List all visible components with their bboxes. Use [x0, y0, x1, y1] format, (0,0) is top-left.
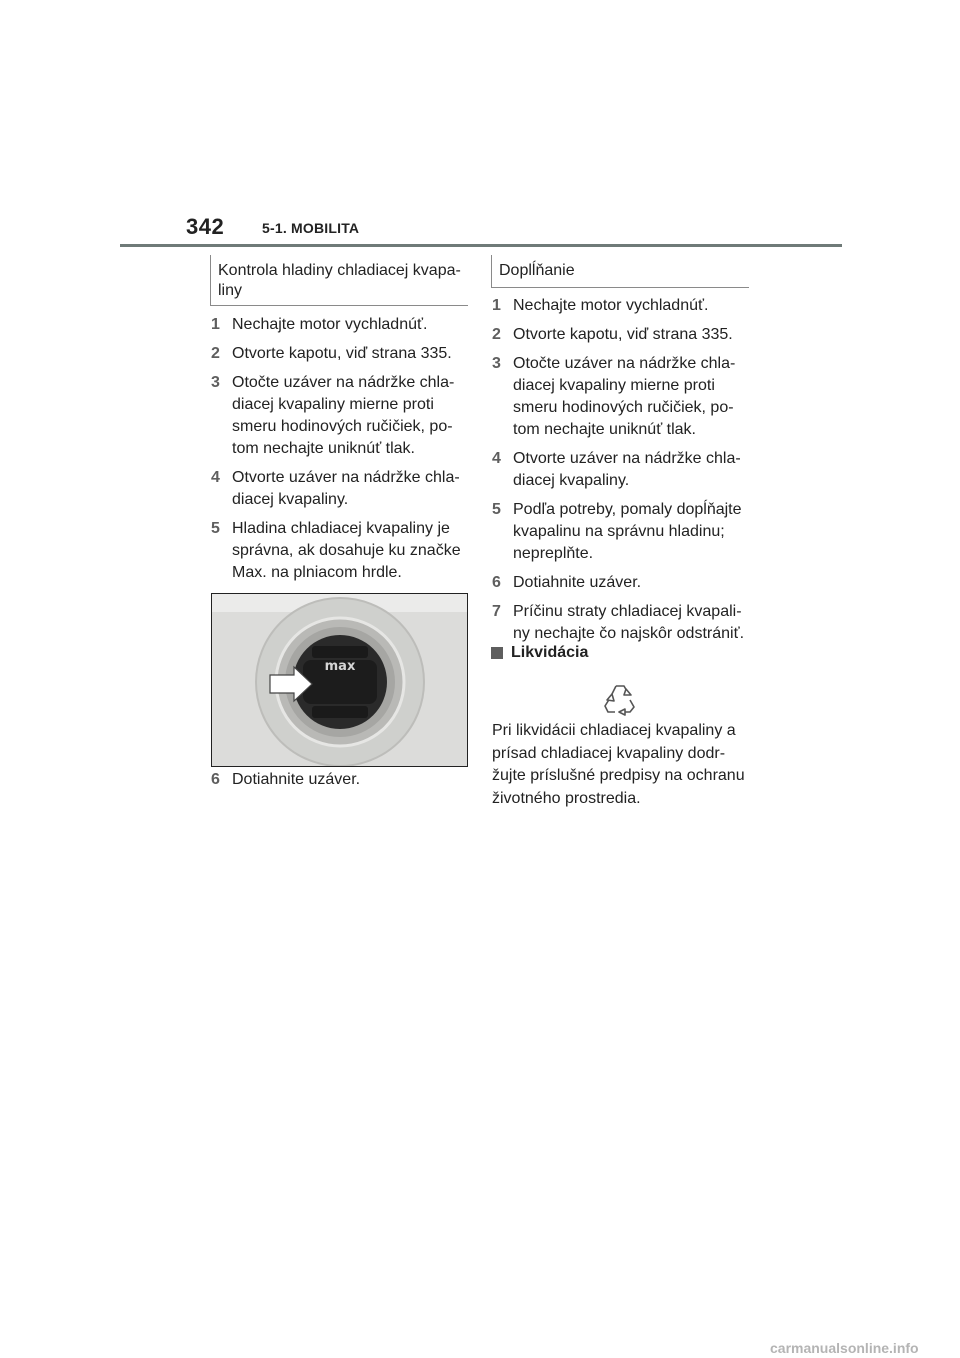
step-item — [211, 343, 468, 365]
step-item — [492, 324, 757, 346]
step-text: Hladina chladiacej kvapaliny je správna, ak dosahuje ku značke Max. na plniacom hrdle. — [232, 520, 461, 581]
step-text: Nechajte motor vychladnúť. — [513, 297, 709, 314]
step-number: 4 — [211, 469, 220, 486]
step-item — [492, 572, 757, 594]
coolant-cap-figure — [211, 593, 468, 767]
bullet-square-icon — [491, 647, 503, 659]
step-text: Otvorte uzáver na nádržke chla-diacej kvapaliny. — [513, 450, 741, 489]
section-title: 5-1. MOBILITA — [262, 220, 360, 236]
step-number: 3 — [492, 355, 501, 372]
left-heading — [210, 255, 468, 306]
step-text: Dotiahnite uzáver. — [513, 574, 642, 591]
subheading-text: Likvidácia — [511, 644, 589, 661]
step-item — [492, 448, 757, 492]
step-number: 4 — [492, 450, 501, 467]
step-item — [211, 518, 468, 584]
step-number: 5 — [211, 520, 220, 537]
step-text: Príčinu straty chladiacej kvapali-ny nechajte čo najskôr odstrániť. — [513, 603, 745, 642]
left-heading-text: Kontrola hladiny chladiacej kvapa-liny — [218, 262, 461, 299]
step-item — [492, 295, 757, 317]
step-number: 2 — [492, 326, 501, 343]
right-heading-text: Doplĺňanie — [499, 262, 575, 279]
disposal-paragraph: Pri likvidácii chladiacej kvapaliny a prísad chladiacej kvapaliny dodr-žujte príslušné predpisy na ochranu životného prostredia. — [492, 722, 745, 807]
step-number: 6 — [211, 771, 220, 788]
step-text: Otočte uzáver na nádržke chla-diacej kvapaliny mierne proti smeru hodinových ručičiek, po-tom nechajte uniknúť tlak. — [232, 374, 455, 457]
step-item — [492, 353, 757, 441]
step-item — [492, 499, 757, 565]
step-text: Otočte uzáver na nádržke chla-diacej kvapaliny mierne proti smeru hodinových ručičiek, po-tom nechajte uniknúť tlak. — [513, 355, 736, 438]
step-text: Podľa potreby, pomaly dopĺňajte kvapalinu na správnu hladinu; nepreplňte. — [513, 501, 742, 562]
watermark: carmanualsonline.info — [770, 1340, 919, 1356]
page-number: 342 — [186, 214, 225, 239]
step-text: Otvorte kapotu, viď strana 335. — [513, 326, 733, 343]
step-number: 1 — [492, 297, 501, 314]
step-item — [211, 314, 468, 336]
header-rule — [120, 244, 842, 247]
step-text: Otvorte kapotu, viď strana 335. — [232, 345, 452, 362]
max-mark: max — [324, 659, 356, 674]
step-item — [492, 601, 757, 645]
right-heading — [491, 255, 749, 288]
left-steps — [211, 314, 468, 591]
step-item — [211, 372, 468, 460]
step-number: 1 — [211, 316, 220, 333]
step-number: 3 — [211, 374, 220, 391]
step-number: 5 — [492, 501, 501, 518]
right-steps — [492, 295, 757, 652]
step-text: Nechajte motor vychladnúť. — [232, 316, 428, 333]
left-step-after — [211, 769, 468, 798]
step-text: Dotiahnite uzáver. — [232, 771, 361, 788]
step-item — [211, 467, 468, 511]
coolant-cap-illustration — [212, 594, 468, 767]
step-number: 6 — [492, 574, 501, 591]
recycle-icon — [602, 680, 638, 716]
step-number: 7 — [492, 603, 501, 620]
step-number: 2 — [211, 345, 220, 362]
disposal-subheading — [491, 644, 588, 662]
step-text: Otvorte uzáver na nádržke chla-diacej kvapaliny. — [232, 469, 460, 508]
step-item — [211, 769, 468, 791]
